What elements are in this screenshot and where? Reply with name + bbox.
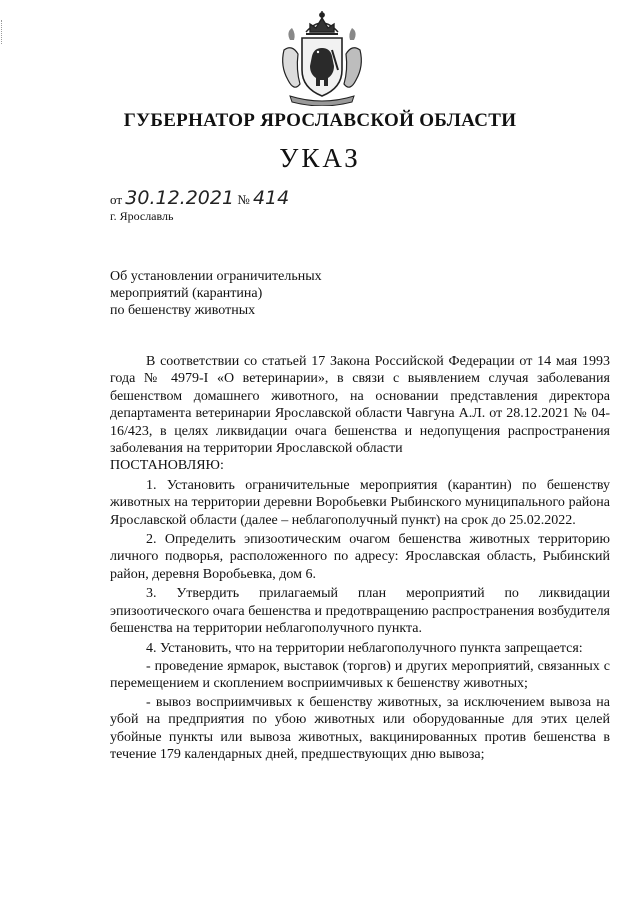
date-number-line — [110, 187, 289, 209]
scan-edge-mark — [1, 20, 4, 44]
organization-title: ГУБЕРНАТОР ЯРОСЛАВСКОЙ ОБЛАСТИ — [123, 110, 517, 131]
coat-of-arms-emblem — [276, 10, 368, 106]
preamble-paragraph: В соответствии со статьей 17 Закона Российской Федерации от 14 мая 1993 года № 4979-I «О ветеринарии», в связи с выявлением случая заболевания бешенством домашнего животного, на основании представления директора департамента ветеринарии Ярославской области Чавгуна А.Л. от 28.12.2021 № 04-16/423, в целях ликвидации очага бешенства и недопущения распространения заболевания на территории Ярославской области — [110, 354, 610, 457]
sub-item-paragraph: - проведение ярмарок, выставок (торгов) и других мероприятий, связанных с перемещением и скоплением восприимчивых к бешенству животных; — [110, 658, 610, 692]
sub-item-paragraph: - вывоз восприимчивых к бешенству животных, за исключением вывоза на убой на предприятия по убою животных или оборудованные для этих целей убойные пункты или вывоза животных, вакцинированных против бешенства в течение 179 календарных дней, предшествующих дню вывоза; — [110, 694, 610, 762]
item-paragraph: 4. Установить, что на территории неблагополучного пункта запрещается: — [146, 640, 583, 656]
item-paragraph: 1. Установить ограничительные мероприятия (карантин) по бешенству животных на территории деревни Воробьевки Рыбинского муниципального района Ярославской области (далее – неблагополучный пункт) на срок до 25.02.2022. — [110, 477, 610, 528]
subject-line: мероприятий (карантина) — [110, 286, 263, 301]
handwritten-date: 30.12.2021 — [125, 187, 235, 209]
city-label: г. Ярославль — [110, 209, 174, 223]
handwritten-number: 414 — [252, 187, 290, 209]
decree-subject — [110, 268, 322, 319]
date-prefix: от — [110, 192, 123, 207]
subject-line: Об установлении ограничительных — [110, 269, 322, 284]
resolve-heading: ПОСТАНОВЛЯЮ: — [110, 458, 224, 474]
item-paragraph: 3. Утвердить прилагаемый план мероприятий по ликвидации эпизоотического очага бешенства и предотвращению распространения возбудителя бешенства на территории неблагополучного пункта. — [110, 586, 610, 637]
subject-line: по бешенству животных — [110, 303, 256, 318]
document-type-title: УКАЗ — [279, 143, 361, 173]
decree-body — [110, 353, 610, 763]
item-paragraph: 2. Определить эпизоотическим очагом бешенства животных территорию личного подворья, расположенного по адресу: Ярославская область, Рыбинский район, деревня Воробьевка, дом 6. — [110, 532, 610, 582]
number-sign: № — [237, 192, 250, 207]
